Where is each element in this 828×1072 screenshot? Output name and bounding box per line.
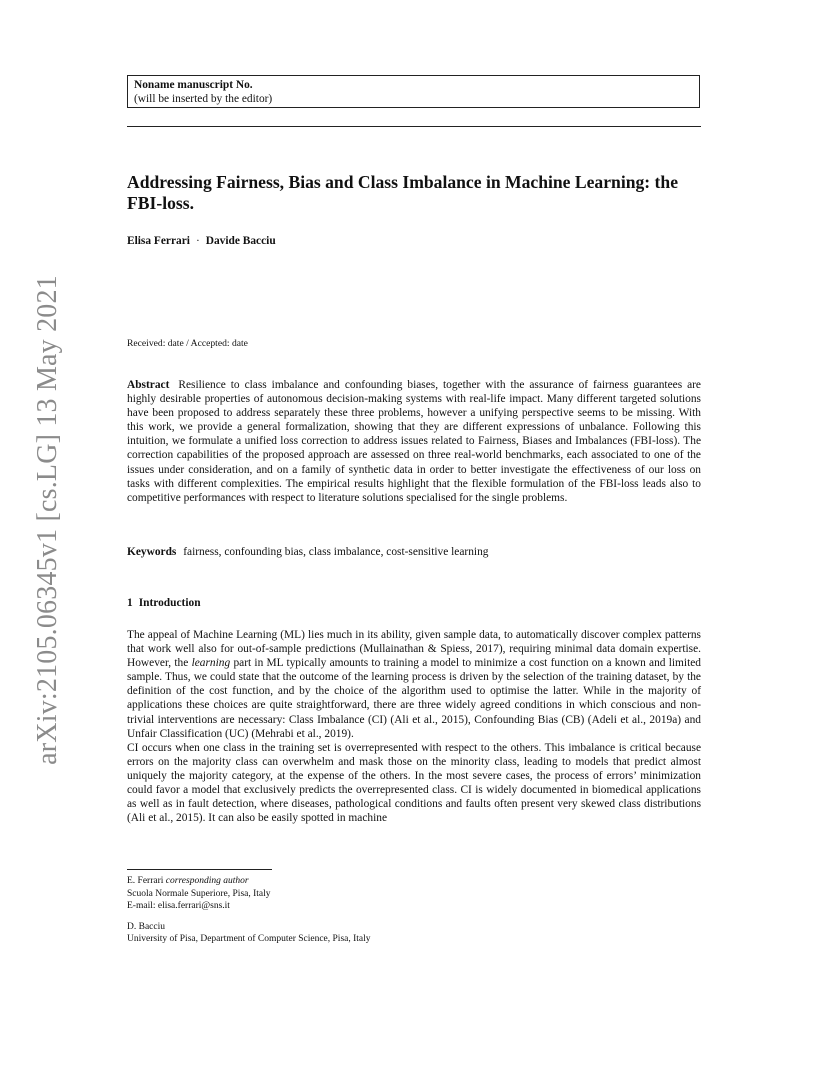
section-number: 1 [127,597,133,609]
paragraph-text: part in ML typically amounts to training a model to minimize a cost function on a known and limited sample. Thus, we could state that the outcome of the learning process is driven by the selection of the training dataset, by the definition of the cost function, and by the choice of the algorithm used to optimise the latter. While in the majority of applications these choices are quite straightforward, there are three widely agreed conditions in which conscious and non-trivial interventions are necessary: Class Imbalance (CI) (Ali et al., 2015), Confounding Bias (CB) (Adeli et al., 2019a) and Unfair Classification (UC) (Mehrabi et al., 2019). [127,657,701,740]
paragraph: CI occurs when one class in the training set is overrepresented with respect to the others. This imbalance is critical because errors on the majority class can overwhelm and mask those on the minority class, leading to models that predict almost uniquely the majority category, at the expense of the others. In the most severe cases, the process of errors’ minimization could favor a model that exclusively predicts the overrepresented class. CI is widely documented in biomedical applications as well as in fault detection, where diseases, pathological conditions and faults often present very skewed class distributions (Ali et al., 2015). It can also be easily spotted in machine [127,741,701,825]
abstract [127,378,701,505]
introduction-body [127,628,701,825]
section-title: Introduction [138,597,201,609]
header-rule [127,126,701,127]
author-footnotes [127,875,701,954]
footnote-author-name: D. Bacciu [127,921,165,932]
footnote-author-2 [127,921,701,946]
author-name: Davide Bacciu [205,235,276,247]
abstract-text: Resilience to class imbalance and confounding biases, together with the assurance of fairness guarantees are highly desirable properties of autonomous decision-making systems with real-life impact. Many different targeted solutions have been proposed to address separately these three problems, however a unifying perspective seems to be missing. With this work, we provide a general formalization, showing that they are different expressions of unbalance. Following this intuition, we formulate a unified loss correction to address issues related to Fairness, Biases and Imbalances (FBI-loss). The correction capabilities of the proposed approach are assessed on three real-world benchmarks, each associated to one of the issues under consideration, and on a family of synthetic data in order to better investigate the effectiveness of our loss on tasks with different complexities. The empirical results highlight that the flexible formulation of the FBI-loss leads also to competitive performances with respect to literature solutions specialised for the single problems. [127,379,701,504]
author-name: Elisa Ferrari [127,235,190,247]
manuscript-number-label: Noname manuscript No. [134,79,253,91]
section-heading [127,597,201,609]
keywords-text: fairness, confounding bias, class imbalance, cost-sensitive learning [183,546,489,558]
footnote-affiliation: Scuola Normale Superiore, Pisa, Italy [127,888,271,899]
paper-title: Addressing Fairness, Bias and Class Imbalance in Machine Learning: the FBI-loss. [127,172,679,213]
abstract-label: Abstract [127,379,170,391]
emphasized-word: learning [191,657,231,670]
editor-note: (will be inserted by the editor) [134,93,273,105]
footnote-author-1 [127,875,701,913]
received-accepted-line: Received: date / Accepted: date [127,338,248,349]
keywords [127,545,701,559]
footnote-author-role: corresponding author [165,876,249,886]
author-separator: · [195,235,200,247]
arxiv-side-stamp: arXiv:2105.06345v1 [cs.LG] 13 May 2021 [32,275,63,765]
manuscript-header-box [127,75,700,108]
keywords-label: Keywords [127,546,177,558]
footnote-email: E-mail: elisa.ferrari@sns.it [127,901,230,912]
footnote-affiliation: University of Pisa, Department of Computer Science, Pisa, Italy [127,934,371,945]
paragraph [127,628,701,741]
author-list [127,235,276,247]
footnote-author-name: E. Ferrari [127,876,164,886]
footnote-rule [127,869,272,870]
paragraph-text: The appeal of Machine Learning (ML) lies much in its ability, given sample data, to automatically discover complex patterns that work well also for out-of-sample predictions (Mullainathan & Spiess, 2017), requiring minimal data domain expertise. However, the [127,629,701,670]
